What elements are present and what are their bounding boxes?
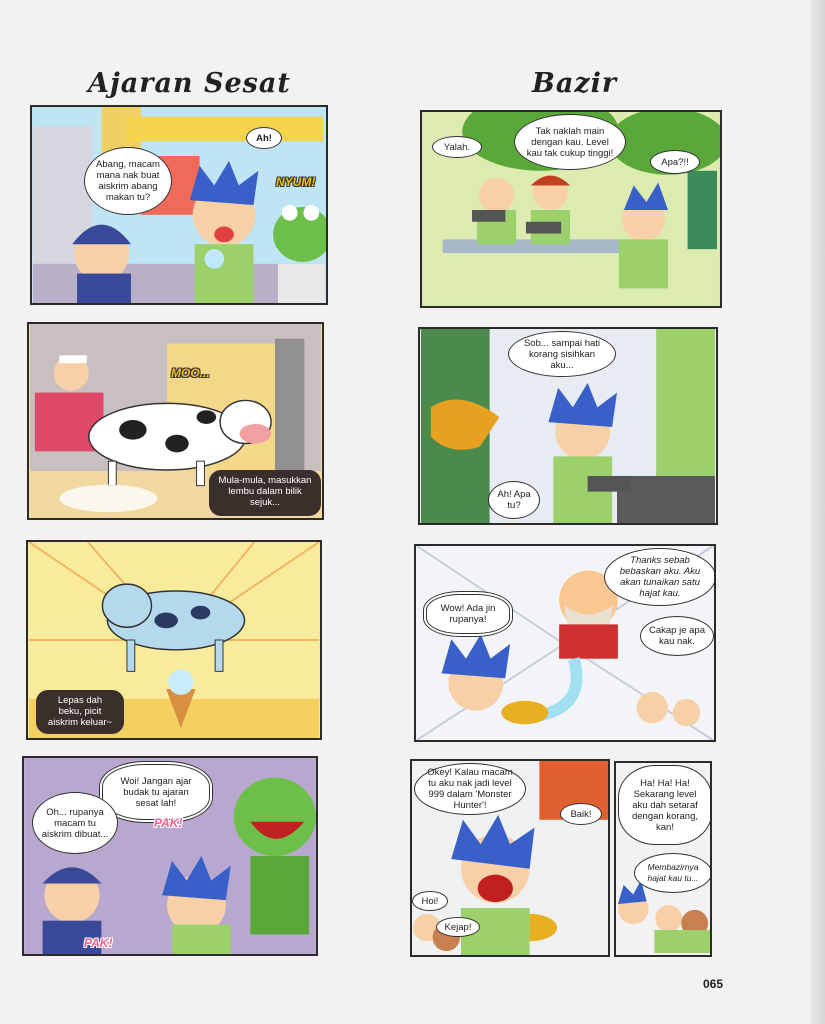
title-ajaran-sesat: Ajaran Sesat	[88, 68, 291, 99]
bubble-okey: Okey! Kalau macam tu aku nak jadi level 999 dalam 'Monster Hunter'!	[414, 763, 526, 815]
bubble-kejap: Kejap!	[436, 917, 480, 937]
title-bazir: Bazir	[532, 68, 618, 99]
bubble-hoi: Hoi!	[412, 891, 448, 911]
sfx-moo: MOO...	[171, 366, 210, 380]
bubble-yalah: Yalah.	[432, 136, 482, 158]
page-number: 065	[703, 977, 724, 991]
page-edge	[811, 0, 825, 1024]
bubble-sob: Sob... sampai hati korang sisihkan aku...	[508, 331, 616, 377]
caption-lepas-dah-beku: Lepas dah beku, picit aiskrim keluar~	[36, 690, 124, 734]
bubble-membazir: Membazirnya hajat kau tu...	[634, 853, 712, 893]
panel-left-2	[27, 322, 324, 520]
panel-right-2	[418, 327, 718, 525]
panel-right-4a	[410, 759, 610, 957]
panel-right-3	[414, 544, 716, 742]
bubble-frog-woi: Woi! Jangan ajar budak tu ajaran sesat lah!	[102, 764, 210, 820]
bubble-thanks: Thanks sebab bebaskan aku. Aku akan tunaikan satu hajat kau.	[604, 548, 716, 606]
sfx-pak-1: PAK!	[154, 816, 183, 830]
bubble-cakap: Cakap je apa kau nak.	[640, 616, 714, 656]
bubble-tak-naklah: Tak naklah main dengan kau. Level kau tak cukup tinggi!	[514, 114, 626, 170]
caption-mula-mula: Mula-mula, masukkan lembu dalam bilik sejuk...	[209, 470, 321, 516]
sfx-nyum: NYUM!	[276, 175, 316, 189]
bubble-wow: Wow! Ada jin rupanya!	[426, 594, 510, 634]
game-console	[588, 476, 631, 492]
panel-left-1	[30, 105, 328, 305]
frog-angry	[234, 778, 316, 856]
bubble-baik: Baik!	[560, 803, 602, 825]
bubble-ah: Ah!	[246, 127, 282, 149]
bubble-kid-question: Abang, macam mana nak buat aiskrim abang makan tu?	[84, 147, 172, 215]
frozen-cow-head	[102, 584, 151, 627]
lamp	[501, 701, 548, 725]
genie-vest	[559, 624, 618, 658]
sfx-pak-2: PAK!	[84, 936, 113, 950]
bubble-ha-ha-ha: Ha! Ha! Ha! Sekarang level aku dah setaraf dengan korang, kan!	[618, 765, 712, 845]
bubble-apa: Apa?!!	[650, 150, 700, 174]
bubble-kid-oh: Oh... rupanya macam tu aiskrim dibuat...	[32, 792, 118, 854]
bubble-ah-apa-tu: Ah! Apa tu?	[488, 481, 540, 519]
panel-right-1	[420, 110, 722, 308]
panel-right-4b	[614, 761, 712, 957]
panel-left-4	[22, 756, 318, 956]
panel-left-3	[26, 540, 322, 740]
